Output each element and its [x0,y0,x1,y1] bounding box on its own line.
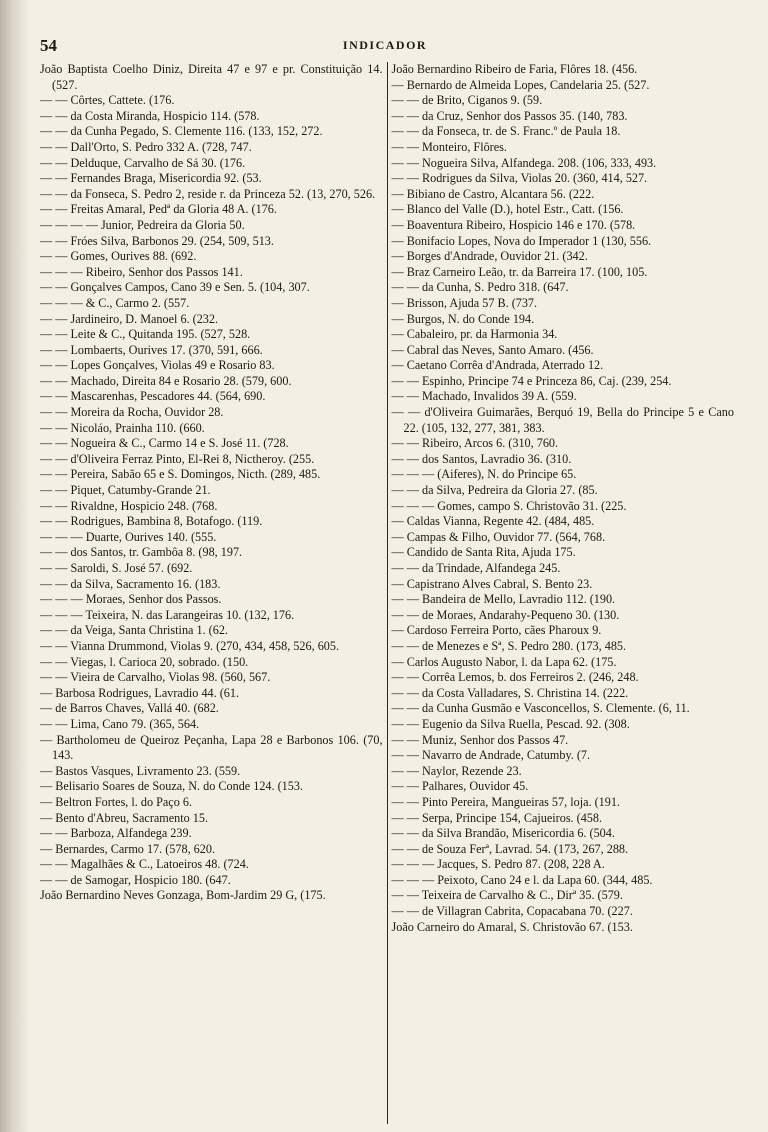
directory-entry: — — Nogueira Silva, Alfandega. 208. (106, 333, 493. [391,155,657,170]
directory-entry: — — da Silva Brandão, Misericordia 6. (504. [391,826,615,841]
directory-entry: — — Vieira de Carvalho, Violas 98. (560, 567. [40,670,271,685]
directory-entry: — — Fernandes Braga, Misericordia 92. (53. [40,171,262,186]
directory-entry: — — da Fonseca, tr. de S. Franc.º de Paula 18. [391,124,621,139]
directory-entry: — Campas & Filho, Ouvidor 77. (564, 768. [391,529,606,544]
directory-entry: — — Navarro de Andrade, Catumby. (7. [391,748,591,763]
directory-entry: — — da Cunha Gusmão e Vasconcellos, S. Clemente. (6, 11. [391,701,690,716]
directory-entry: — Bernardes, Carmo 17. (578, 620. [40,841,215,856]
running-head: INDICADOR [342,38,428,52]
directory-entry: — — da Costa Valladares, S. Christina 14. (222. [391,685,629,700]
directory-entry: — — Jardineiro, D. Manoel 6. (232. [40,311,219,326]
directory-entry: — — da Costa Miranda, Hospicio 114. (578. [40,108,260,123]
page-number: 54 [40,36,57,55]
directory-entry: — — Côrtes, Cattete. (176. [40,93,175,108]
directory-entry: — de Barros Chaves, Vallá 40. (682. [40,701,219,716]
directory-entry: — — Leite & C., Quitanda 195. (527, 528. [40,327,251,342]
directory-entry: — — da Cunha Pegado, S. Clemente 116. (133, 152, 272. [40,124,323,139]
directory-entry: João Carneiro do Amaral, S. Christovão 67. (153. [391,919,633,934]
directory-entry: — Brisson, Ajuda 57 B. (737. [391,295,538,310]
directory-entry: — — da Trindade, Alfandega 245. [391,561,561,575]
directory-entry: — — Naylor, Rezende 23. [391,763,522,778]
directory-entry: — — da Fonseca, S. Pedro 2, reside r. da Princeza 52. (13, 270, 526. [40,186,376,201]
directory-entry: — — de Villagran Cabrita, Copacabana 70. (227. [391,904,633,919]
directory-entry: — — dos Santos, Lavradio 36. (310. [391,451,572,466]
directory-entry: — — Teixeira de Carvalho & C., Dirª 35. (579. [391,888,623,903]
directory-entry: — — de Moraes, Andarahy-Pequeno 30. (130. [391,607,620,622]
directory-entry: — Belisario Soares de Souza, N. do Conde 124. (153. [40,779,304,794]
page-header [40,36,730,58]
directory-entry: — — Palhares, Ouvidor 45. [391,779,529,794]
directory-entry: — — d'Oliveira Ferraz Pinto, El-Rei 8, Nictheroy. (255. [40,451,315,466]
directory-entry: — Burgos, N. do Conde 194. [391,311,535,326]
directory-entry: — — Vianna Drummond, Violas 9. (270, 434, 458, 526, 605. [40,638,340,653]
directory-entry: — — Viegas, l. Carioca 20, sobrado. (150. [40,654,249,669]
directory-entry: — — d'Oliveira Guimarães, Berquó 19, Bella do Principe 5 e Cano 22. (105, 132, 277, 381, 383. [391,405,734,435]
directory-entry: — — — Moraes, Senhor dos Passos. [40,592,222,607]
directory-entry: — — Bandeira de Mello, Lavradio 112. (190. [391,592,616,607]
directory-entry: — Capistrano Alves Cabral, S. Bento 23. [391,576,593,591]
left-column [40,62,387,1124]
directory-entry: João Bernardino Ribeiro de Faria, Flôres 18. (456. [391,62,638,76]
directory-entry: — Bastos Vasques, Livramento 23. (559. [40,763,241,778]
directory-entry: — — Machado, Direita 84 e Rosario 28. (579, 600. [40,373,292,388]
directory-entry: — — de Souza Ferª, Lavrad. 54. (173, 267, 288. [391,841,629,856]
directory-entry: — — Barboza, Alfandega 239. [40,826,192,841]
directory-entry: — Cabaleiro, pr. da Harmonia 34. [391,327,558,342]
directory-entry: — — de Samogar, Hospicio 180. (647. [40,872,231,887]
directory-entry: — — Eugenio da Silva Ruella, Pescad. 92. (308. [391,716,630,731]
directory-entry: — — Mascarenhas, Pescadores 44. (564, 690. [40,389,266,404]
directory-entry: — Blanco del Valle (D.), hotel Estr., Catt. (156. [391,202,624,217]
directory-entry: — Cabral das Neves, Santo Amaro. (456. [391,342,594,357]
directory-entry: João Bernardino Neves Gonzaga, Bom-Jardim 29 G, (175. [40,888,326,903]
directory-entry: — — Gonçalves Campos, Cano 39 e Sen. 5. (104, 307. [40,280,310,295]
directory-entry: — Caetano Corrêa d'Andrada, Aterrado 12. [391,358,604,373]
directory-entry: — — da Cunha, S. Pedro 318. (647. [391,280,569,295]
directory-entry: — — — — Junior, Pedreira da Gloria 50. [40,217,245,232]
directory-entry: — — — Gomes, campo S. Christovão 31. (225. [391,498,627,513]
directory-entry: — — Rodrigues da Silva, Violas 20. (360, 414, 527. [391,171,648,186]
page-binding-shadow [0,0,30,1132]
directory-entry: — — da Veiga, Santa Christina 1. (62. [40,623,228,638]
directory-entry: — — Nicoláo, Prainha 110. (660. [40,420,205,435]
directory-entry: — — Delduque, Carvalho de Sá 30. (176. [40,155,246,170]
directory-entry: — — Rivaldne, Hospicio 248. (768. [40,498,218,513]
directory-entry: — Cardoso Ferreira Porto, cães Pharoux 9. [391,623,602,638]
directory-entry: — — Lombaerts, Ourives 17. (370, 591, 666. [40,342,263,357]
directory-entry: — — Nogueira & C., Carmo 14 e S. José 11. (728. [40,436,289,451]
directory-entry: — Bonifacio Lopes, Nova do Imperador 1 (130, 556. [391,233,652,248]
directory-entry: — Borges d'Andrade, Ouvidor 21. (342. [391,249,588,264]
directory-entry: — Candido de Santa Rita, Ajuda 175. [391,545,576,560]
directory-entry: — — da Cruz, Senhor dos Passos 35. (140, 783. [391,108,628,123]
directory-entry: — — Saroldi, S. José 57. (692. [40,561,193,575]
directory-entry: — — da Silva, Pedreira da Gloria 27. (85. [391,483,598,498]
directory-entry: — — da Silva, Sacramento 16. (183. [40,576,221,591]
directory-entry: — Boaventura Ribeiro, Hospicio 146 e 170. (578. [391,217,636,232]
directory-entry: — — Muniz, Senhor dos Passos 47. [391,732,569,747]
two-column-body [40,62,734,1124]
right-column [388,62,735,1124]
directory-entry: — — Magalhães & C., Latoeiros 48. (724. [40,857,249,872]
directory-entry: — — de Brito, Ciganos 9. (59. [391,93,543,108]
directory-entry: — — Machado, Invalidos 39 A. (559. [391,389,577,404]
directory-entry: — Bernardo de Almeida Lopes, Candelaria 25. (527. [391,77,650,92]
directory-entry: — — — Peixoto, Cano 24 e l. da Lapa 60. (344, 485. [391,872,653,887]
directory-entry: — — Monteiro, Flôres. [391,139,507,154]
directory-entry: — — Gomes, Ourives 88. (692. [40,249,197,264]
directory-entry: — Bento d'Abreu, Sacramento 15. [40,810,209,825]
directory-entry: — — — Teixeira, N. das Larangeiras 10. (132, 176. [40,607,295,622]
directory-entry: — — Moreira da Rocha, Ouvidor 28. [40,405,224,420]
directory-entry: — — — (Aiferes), N. do Principe 65. [391,467,577,482]
directory-entry: — — — Ribeiro, Senhor dos Passos 141. [40,264,243,279]
directory-entry: — — — Duarte, Ourives 140. (555. [40,529,217,544]
directory-entry: — — — & C., Carmo 2. (557. [40,295,190,310]
directory-entry: — — Corrêa Lemos, b. dos Ferreiros 2. (246, 248. [391,670,639,685]
directory-entry: — — Pereira, Sabão 65 e S. Domingos, Nicth. (289, 485. [40,467,321,482]
directory-entry: — — — Jacques, S. Pedro 87. (208, 228 A. [391,857,605,872]
directory-entry: — — Lopes Gonçalves, Violas 49 e Rosario 83. [40,358,275,373]
directory-entry: — — Pinto Pereira, Mangueiras 57, loja. (191. [391,794,620,809]
directory-entry: — — dos Santos, tr. Gambôa 8. (98, 197. [40,545,243,560]
directory-entry: — Barbosa Rodrigues, Lavradio 44. (61. [40,685,240,700]
directory-entry: — — Fróes Silva, Barbonos 29. (254, 509, 513. [40,233,274,248]
directory-entry: — — Espinho, Principe 74 e Princeza 86, Caj. (239, 254. [391,373,672,388]
directory-entry: — Bartholomeu de Queiroz Peçanha, Lapa 28 e Barbonos 106. (70, 143. [40,732,383,763]
directory-entry: — — Ribeiro, Arcos 6. (310, 760. [391,436,559,451]
directory-entry: — — Serpa, Principe 154, Cajueiros. (458. [391,810,603,825]
directory-entry: — — Lima, Cano 79. (365, 564. [40,716,200,731]
directory-entry: — Braz Carneiro Leão, tr. da Barreira 17. (100, 105. [391,264,648,279]
directory-entry: — Caldas Vianna, Regente 42. (484, 485. [391,514,595,529]
directory-entry: João Baptista Coelho Diniz, Direita 47 e 97 e pr. Constituição 14. (527. [40,62,383,92]
directory-entry: — — Freitas Amaral, Pedª da Gloria 48 A. (176. [40,202,277,217]
directory-entry: — Carlos Augusto Nabor, l. da Lapa 62. (175. [391,654,617,669]
directory-entry: — Beltron Fortes, l. do Paço 6. [40,794,192,809]
directory-entry: — — Dall'Orto, S. Pedro 332 A. (728, 747. [40,139,252,154]
directory-entry: — — de Menezes e Sª, S. Pedro 280. (173, 485. [391,638,627,653]
directory-entry: — Bibiano de Castro, Alcantara 56. (222. [391,186,595,201]
directory-entry: — — Rodrigues, Bambina 8, Botafogo. (119. [40,514,263,529]
directory-entry: — — Piquet, Catumby-Grande 21. [40,483,211,498]
